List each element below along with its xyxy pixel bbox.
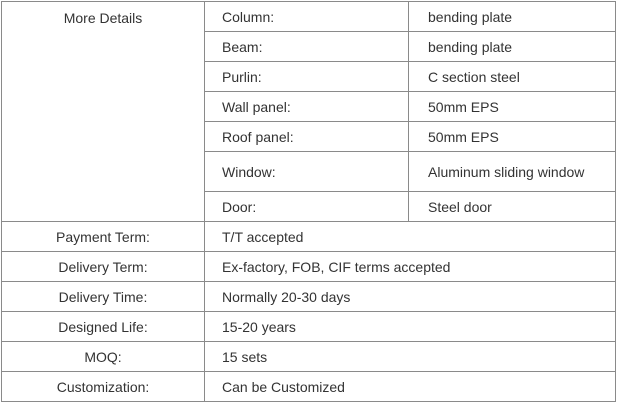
table-row [2,372,616,402]
detail-name-door: Door: [205,192,409,222]
detail-name-window: Window: [205,152,409,192]
table-row [2,252,616,282]
detail-name-wall-panel: Wall panel: [205,92,409,122]
more-details-label: More Details [2,2,205,222]
term-value-customization: Can be Customized [205,372,616,402]
detail-value-wall-panel: 50mm EPS [409,92,616,122]
term-value-payment: T/T accepted [205,222,616,252]
table-row [2,312,616,342]
term-value-delivery-time: Normally 20-30 days [205,282,616,312]
term-label-designed-life: Designed Life: [2,312,205,342]
detail-value-window: Aluminum sliding window [409,152,616,192]
term-value-moq: 15 sets [205,342,616,372]
detail-name-column: Column: [205,2,409,32]
detail-value-roof-panel: 50mm EPS [409,122,616,152]
term-label-customization: Customization: [2,372,205,402]
table-row [2,2,616,32]
detail-name-beam: Beam: [205,32,409,62]
term-value-delivery-term: Ex-factory, FOB, CIF terms accepted [205,252,616,282]
term-label-delivery-time: Delivery Time: [2,282,205,312]
table-row [2,342,616,372]
term-label-delivery-term: Delivery Term: [2,252,205,282]
detail-value-column: bending plate [409,2,616,32]
term-label-payment: Payment Term: [2,222,205,252]
term-label-moq: MOQ: [2,342,205,372]
term-value-designed-life: 15-20 years [205,312,616,342]
table-row [2,222,616,252]
product-spec-table [1,1,616,402]
detail-name-roof-panel: Roof panel: [205,122,409,152]
detail-value-purlin: C section steel [409,62,616,92]
detail-value-door: Steel door [409,192,616,222]
table-row [2,282,616,312]
detail-value-beam: bending plate [409,32,616,62]
detail-name-purlin: Purlin: [205,62,409,92]
